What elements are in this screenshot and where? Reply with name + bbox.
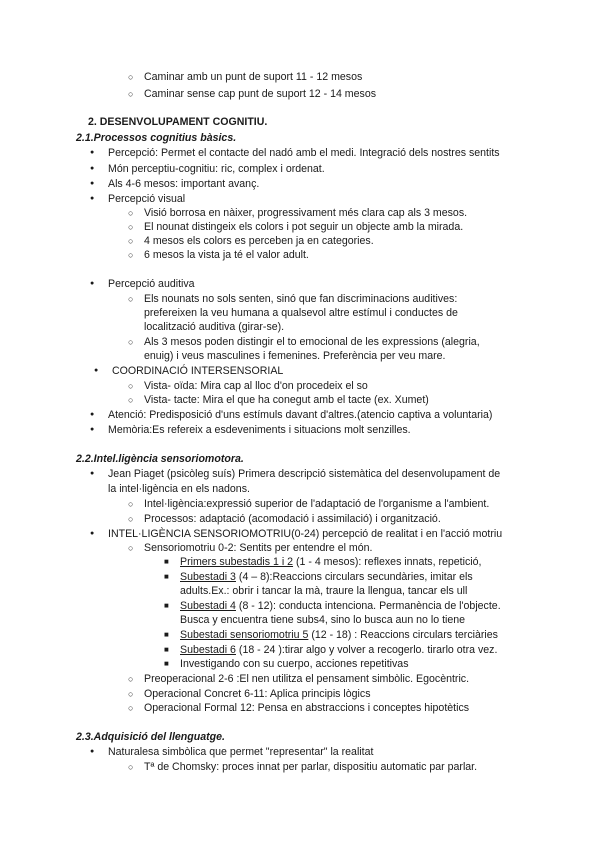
list-item: ■ Subestadi 4 (8 - 12): conducta intenciona. Permanència de l'objecte. (180, 599, 501, 613)
underlined-term: Subestadi sensoriomotriu 5 (180, 629, 309, 641)
list-item: ■ Investigando con su cuerpo, acciones repetitivas (180, 657, 409, 671)
list-item-continuation: Busca y encuentra tiene subs4, sino lo busca aun no lo tiene (180, 614, 466, 626)
list-item-continuation: adults.Ex.: obrir i tancar la mà, traure la llengua, tancar els ull (180, 585, 468, 597)
list-item: ● Percepció: Permet el contacte del nadó amb el medi. Integració dels nostres sentits (108, 146, 500, 160)
list-item: ○ Processos: adaptació (acomodació i assimilació) i organització. (144, 512, 441, 526)
list-item: ● INTEL·LIGÈNCIA SENSORIOMOTRIU(0-24) percepció de realitat i en l'acció motriu (108, 527, 502, 541)
underlined-term: Subestadi 4 (180, 600, 236, 612)
list-item: ○ Tª de Chomsky: proces innat per parlar, dispositiu automatic par parlar. (144, 760, 477, 774)
list-item: ■ Primers subestadis 1 i 2 (1 - 4 mesos): reflexes innats, repetició, (180, 555, 481, 569)
subsection-heading: 2.3.Adquisició del llenguatge. (76, 731, 225, 743)
list-item: ○ Sensoriomotriu 0-2: Sentits per entendre el món. (144, 541, 372, 555)
list-item: ○ Intel·ligència:expressió superior de l'adaptació de l'organisme a l'ambient. (144, 497, 489, 511)
underlined-term: Subestadi 6 (180, 644, 236, 656)
list-item: ○ Caminar amb un punt de suport 11 - 12 mesos (144, 70, 362, 84)
list-item: ○ Visió borrosa en nàixer, progressivament més clara cap als 3 mesos. (144, 206, 467, 220)
list-item: ■ Subestadi sensoriomotriu 5 (12 - 18) : Reaccions circulars terciàries (180, 628, 498, 642)
list-item: ● Memòria:Es refereix a esdeveniments i situacions molt senzilles. (108, 423, 411, 437)
list-item: ● Percepció visual (108, 192, 185, 206)
list-item: ○ Vista- oïda: Mira cap al lloc d'on procedeix el so (144, 379, 368, 393)
list-item: ● Atenció: Predisposició d'uns estímuls davant d'altres.(atencio captiva a voluntaria) (108, 408, 492, 422)
list-item-continuation: enuig) i veus masculines i femenines. Preferència per veu mare. (144, 350, 446, 362)
list-item-continuation: prefereixen la veu humana a qualsevol altre estímul i conductes de (144, 307, 458, 319)
list-item: ○ Als 3 mesos poden distingir el to emocional de les expressions (alegria, (144, 335, 480, 349)
list-item: ○ Vista- tacte: Mira el que ha conegut amb el tacte (ex. Xumet) (144, 393, 429, 407)
subsection-heading: 2.1.Processos cognitius bàsics. (76, 132, 237, 144)
subsection-heading: 2.2.Intel.ligència sensoriomotora. (76, 453, 244, 465)
list-item-continuation: localització auditiva (girar-se). (144, 321, 285, 333)
list-item: ● Naturalesa simbòlica que permet "representar" la realitat (108, 745, 373, 759)
list-item: ○ 4 mesos els colors es perceben ja en categories. (144, 234, 374, 248)
list-item: ○ El nounat distingeix els colors i pot seguir un objecte amb la mirada. (144, 220, 463, 234)
list-item-continuation: la intel·ligència en els nadons. (108, 483, 250, 495)
list-item: ● Món perceptiu-cognitiu: ric, complex i ordenat. (108, 162, 325, 176)
list-item: ○ Operacional Formal 12: Pensa en abstraccions i conceptes hipotètics (144, 701, 469, 715)
list-item: ○ Preoperacional 2-6 :El nen utilitza el pensament simbòlic. Egocèntric. (144, 672, 469, 686)
list-item: ● Als 4-6 mesos: important avanç. (108, 177, 259, 191)
underlined-term: Subestadi 3 (180, 571, 236, 583)
list-item: ○ Els nounats no sols senten, sinó que fan discriminacions auditives: (144, 292, 457, 306)
underlined-term: Primers subestadis 1 i 2 (180, 556, 294, 568)
section-heading: 2. DESENVOLUPAMENT COGNITIU. (88, 116, 268, 128)
list-item: ○ Operacional Concret 6-11: Aplica principis lògics (144, 687, 371, 701)
list-item: ○ 6 mesos la vista ja té el valor adult. (144, 248, 309, 262)
list-item: ● COORDINACIÓ INTERSENSORIAL (112, 364, 283, 378)
list-item: ● Jean Piaget (psicòleg suís) Primera descripció sistemàtica del desenvolupament de (108, 467, 500, 481)
list-item: ■ Subestadi 6 (18 - 24 ):tirar algo y volver a recogerlo. tirarlo otra vez. (180, 643, 497, 657)
list-item: ■ Subestadi 3 (4 – 8):Reaccions circulars secundàries, imitar els (180, 570, 473, 584)
list-item: ● Percepció auditiva (108, 277, 195, 291)
list-item: ○ Caminar sense cap punt de suport 12 - 14 mesos (144, 87, 376, 101)
